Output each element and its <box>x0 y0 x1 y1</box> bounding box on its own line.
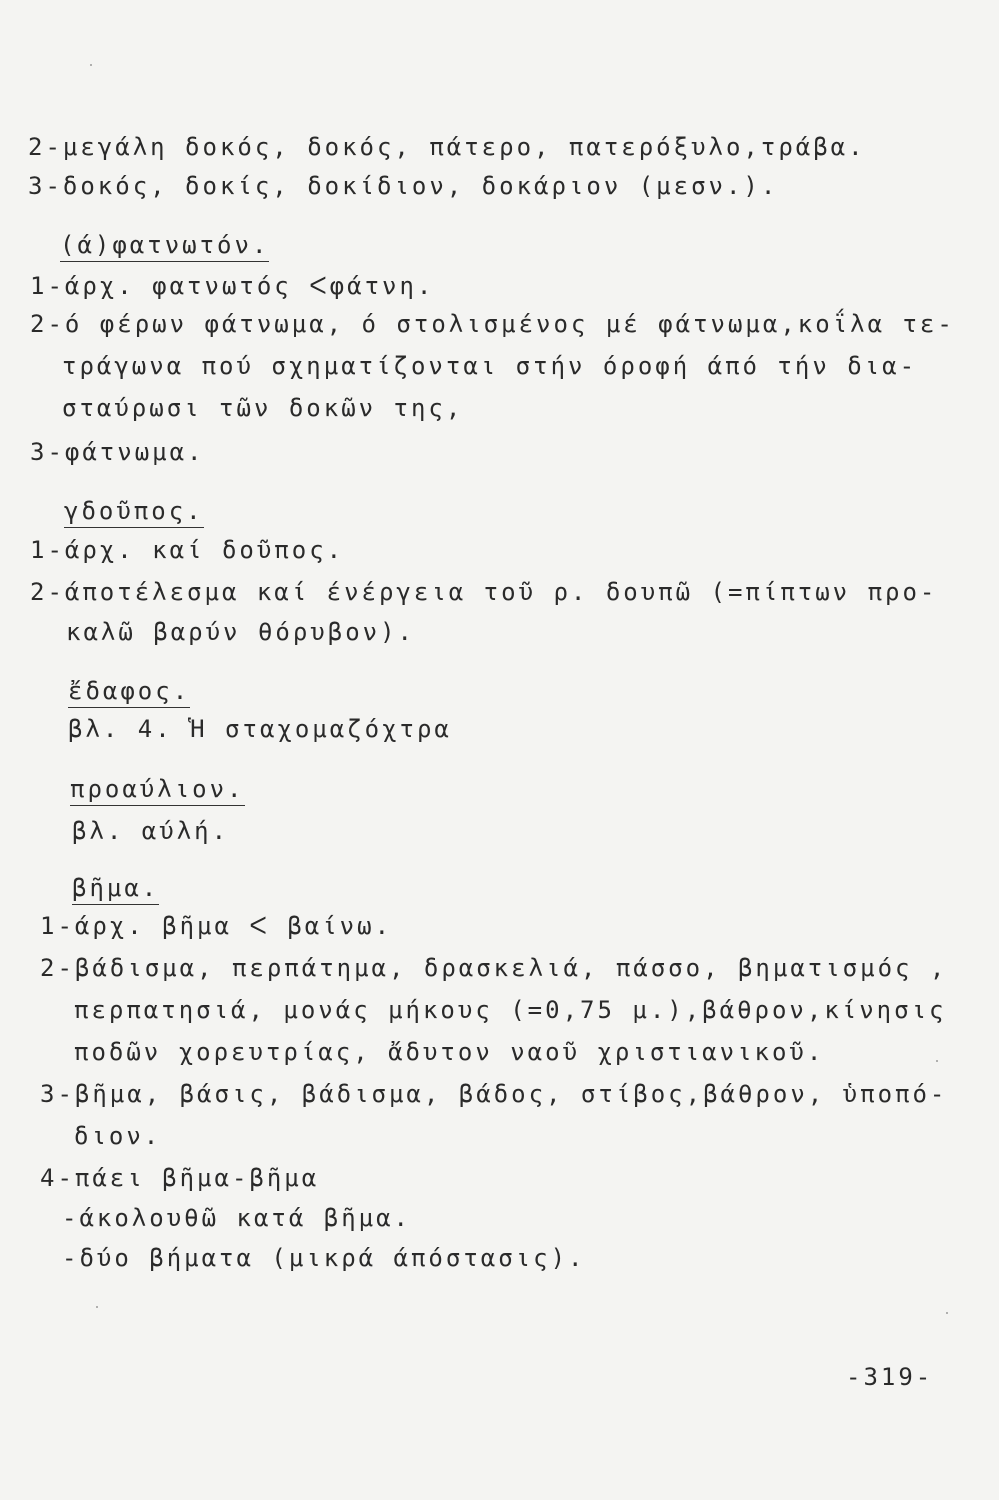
entry-heading: (ά)φατνωτόν. <box>60 230 269 262</box>
scan-speck <box>96 1306 98 1308</box>
text-line: 1-άρχ. καί δοῦπος. <box>30 536 345 564</box>
scan-speck <box>90 64 92 66</box>
scan-speck <box>936 1060 938 1062</box>
text-line: 2-ό φέρων φάτνωμα, ό στολισμένος μέ φάτνωμα,κοΐλα τε- <box>30 310 955 338</box>
entry-heading: γδοῦπος. <box>64 496 204 528</box>
text-line: ποδῶν χορευτρίας, ἄδυτον ναοῦ χριστιανικοῦ. <box>74 1038 825 1066</box>
page-number: -319- <box>846 1363 934 1391</box>
entry-heading: ἔδαφος. <box>68 676 190 708</box>
text-line: 3-βῆμα, βάσις, βάδισμα, βάδος, στίβος,βάθρον, ὑποπό- <box>40 1080 948 1108</box>
text-line: 3-δοκός, δοκίς, δοκίδιον, δοκάριον (μεσν.). <box>28 172 779 200</box>
scan-speck <box>946 1312 948 1314</box>
entry-heading: προαύλιον. <box>70 774 245 806</box>
text-line: διον. <box>74 1122 162 1150</box>
text-line: -δύο βήματα (μικρά άπόστασις). <box>62 1244 586 1272</box>
text-line: 2-μεγάλη δοκός, δοκός, πάτερο, πατερόξυλο,τράβα. <box>28 133 866 161</box>
entry-heading: βῆμα. <box>72 873 159 905</box>
text-line: 1-άρχ. φατνωτός ᐸφάτνη. <box>30 272 435 300</box>
text-line: περπατησιά, μονάς μήκους (=0,75 μ.),βάθρον,κίνησις <box>74 996 947 1024</box>
text-line: τράγωνα πού σχηματίζονται στήν όροφή άπό τήν δια- <box>62 352 918 380</box>
text-line: 2-βάδισμα, περπάτημα, δρασκελιά, πάσσο, βηματισμός , <box>40 954 948 982</box>
text-line: βλ. 4. Ἡ σταχομαζόχτρα <box>68 715 452 743</box>
text-line: 3-φάτνωμα. <box>30 438 205 466</box>
text-line: 4-πάει βῆμα-βῆμα <box>40 1164 320 1192</box>
text-line: βλ. αύλή. <box>72 817 230 845</box>
text-line: -άκολουθῶ κατά βῆμα. <box>62 1204 411 1232</box>
text-line: 2-άποτέλεσμα καί ένέργεια τοῦ ρ. δουπῶ (=πίπτων προ- <box>30 578 938 606</box>
text-line: 1-άρχ. βῆμα ᐸ βαίνω. <box>40 912 393 940</box>
text-line: σταύρωσι τῶν δοκῶν της, <box>62 394 464 422</box>
text-line: καλῶ βαρύν θόρυβον). <box>66 618 415 646</box>
